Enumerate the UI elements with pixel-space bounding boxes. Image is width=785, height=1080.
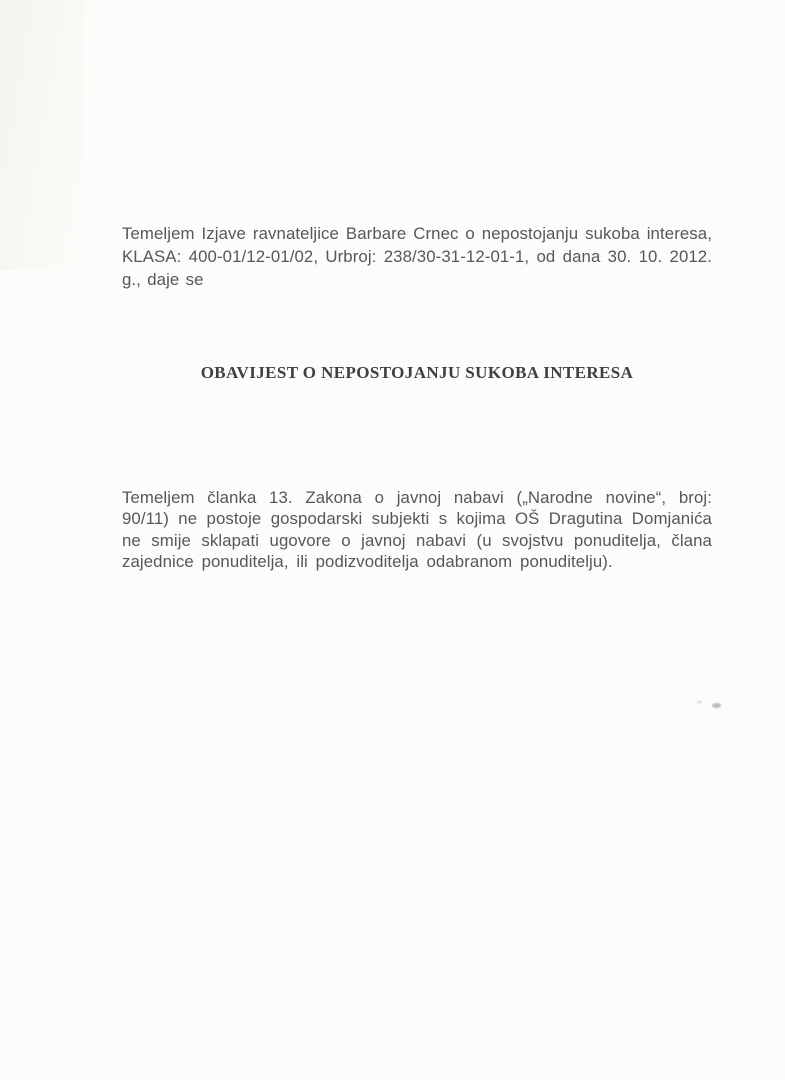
main-paragraph: Temeljem članka 13. Zakona o javnoj nabavi („Narodne novine“, broj: 90/11) ne postoje gospodarski subjekti s kojima OŠ Dragutina Domjanića ne smije sklapati ugovore o javnoj nabavi (u svojstvu ponuditelja, člana zajednice ponuditelja, ili podizvoditelja odabranom ponuditelju). <box>122 487 712 572</box>
scan-speck <box>712 703 721 708</box>
intro-paragraph: Temeljem Izjave ravnateljice Barbare Crnec o nepostojanju sukoba interesa, KLASA: 400-01/12-01/02, Urbroj: 238/30-31-12-01-1, od dana 30. 10. 2012. g., daje se <box>122 223 712 289</box>
document-title: OBAVIJEST O NEPOSTOJANJU SUKOBA INTERESA <box>200 363 634 383</box>
scan-speck <box>697 701 702 703</box>
scan-edge-shading <box>0 0 85 270</box>
